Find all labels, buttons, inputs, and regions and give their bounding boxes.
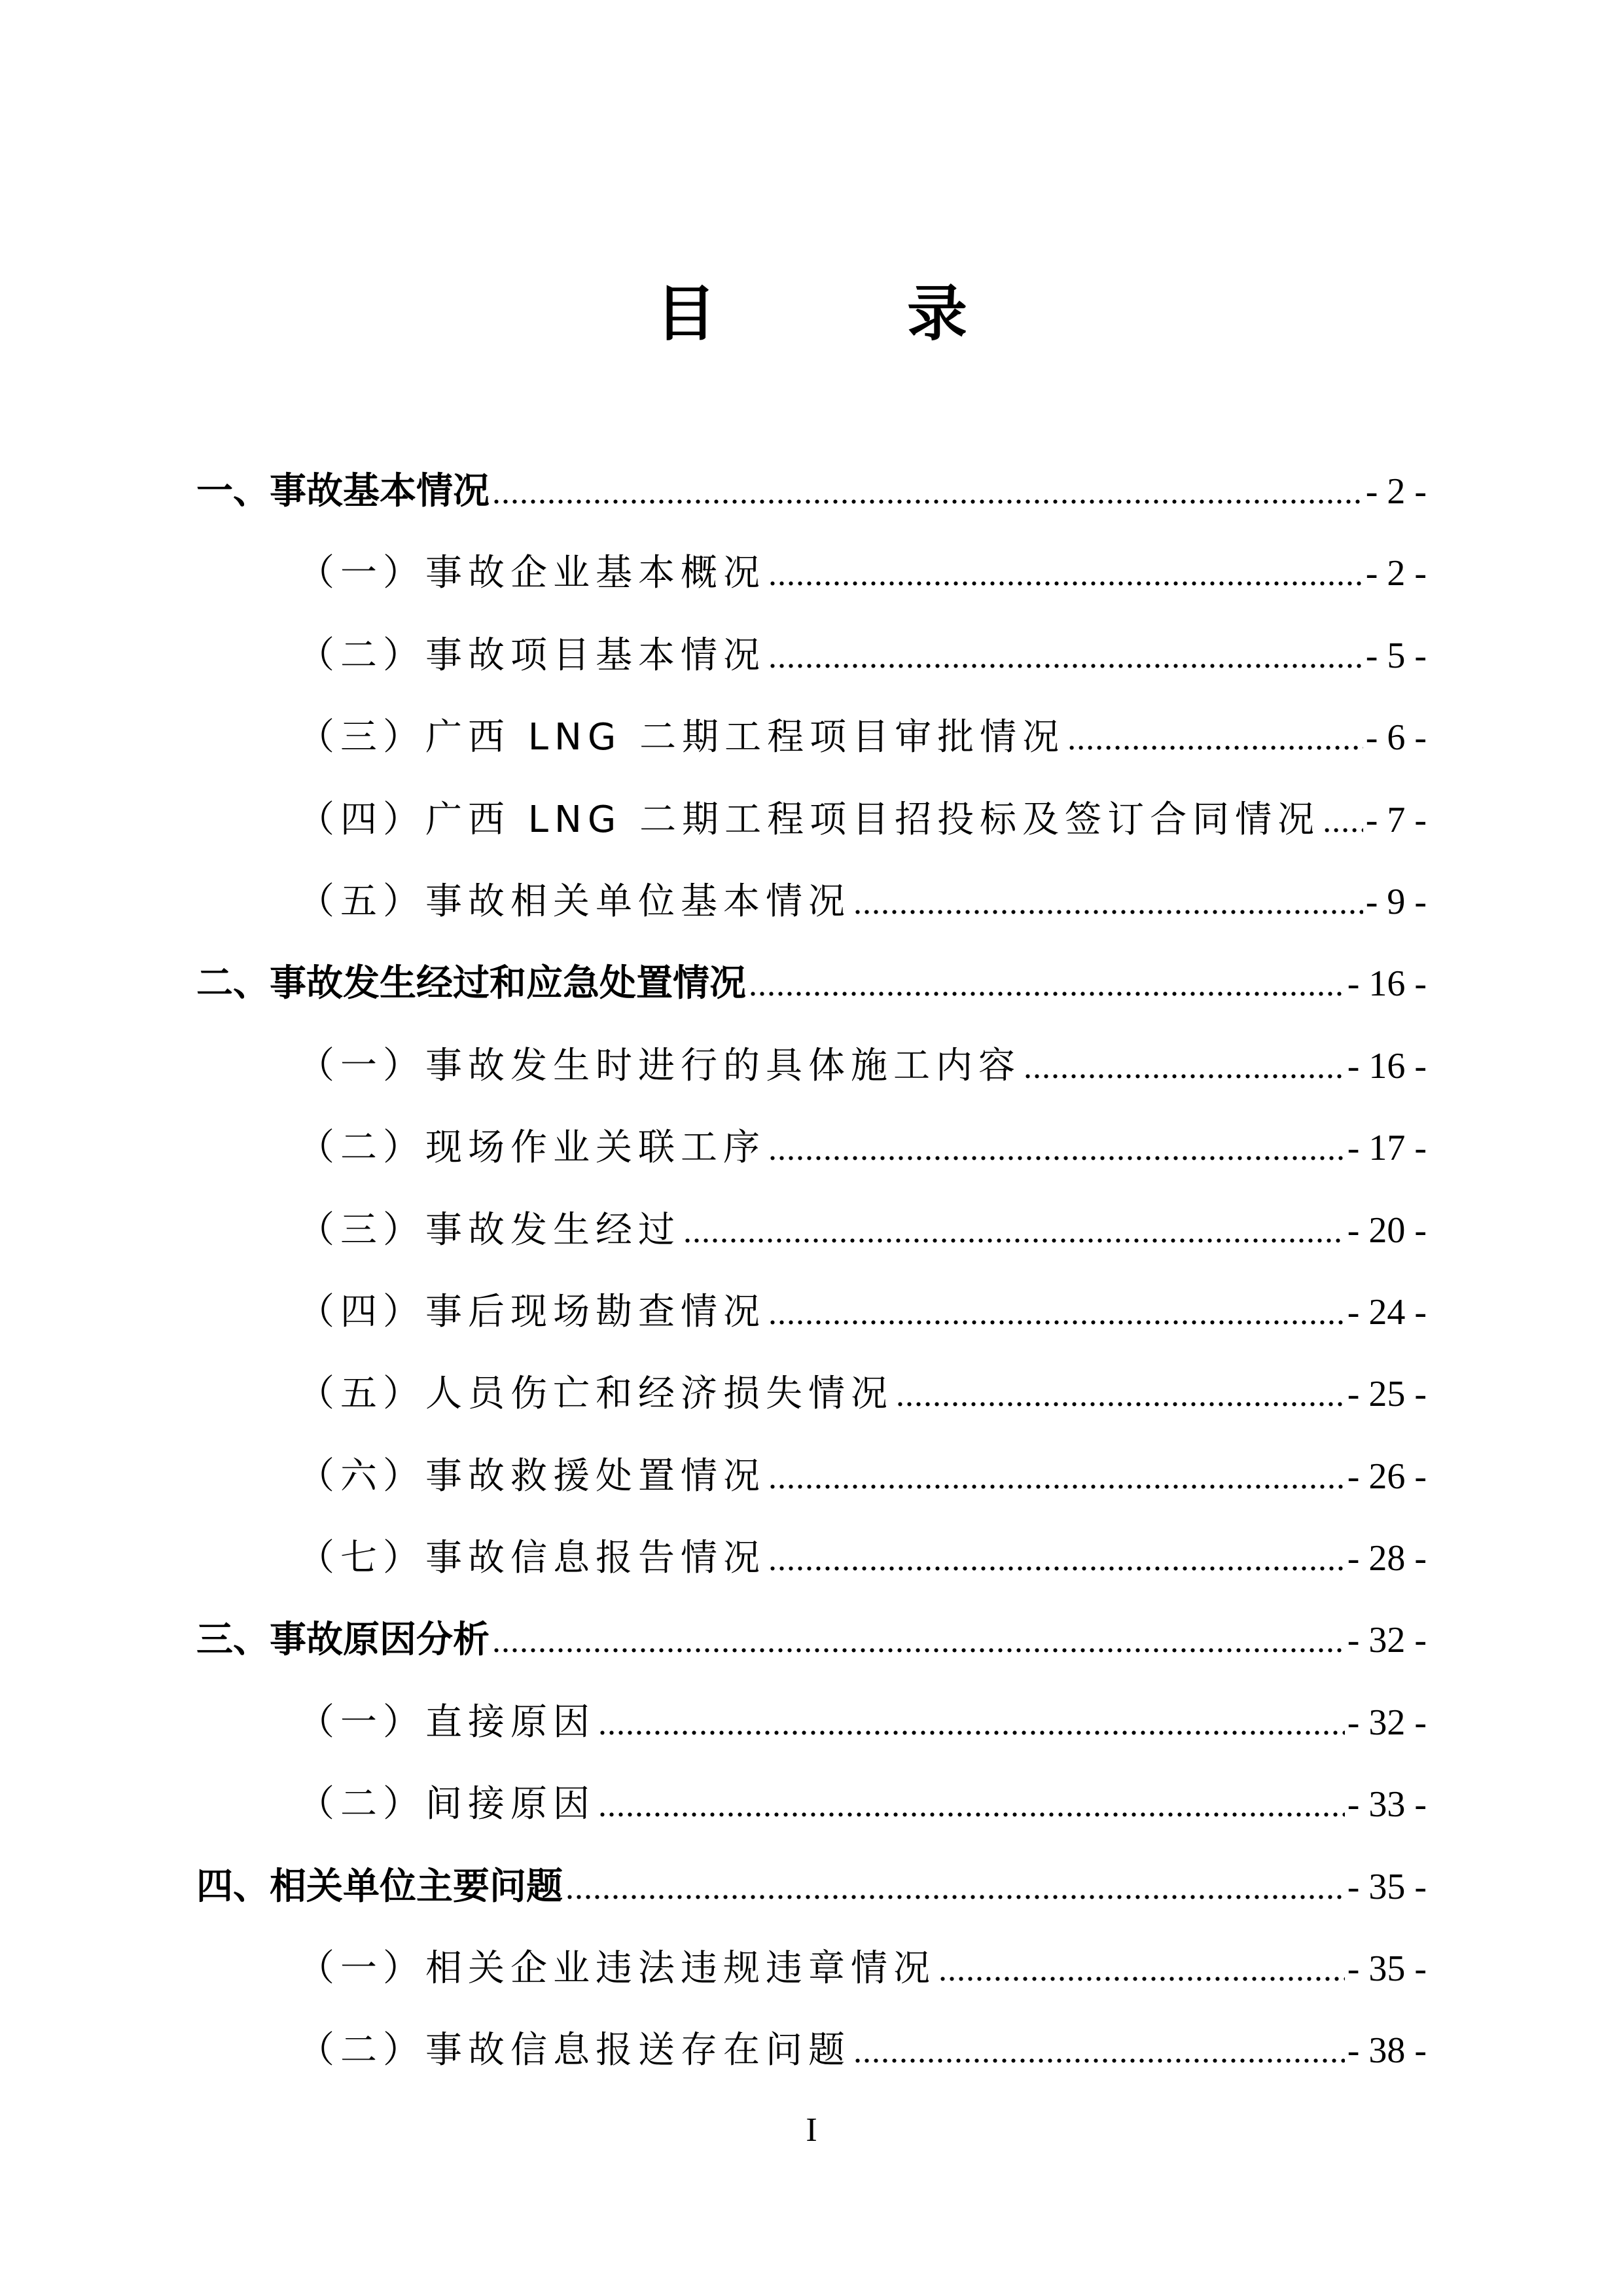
toc-entry-page: - 32 -: [1347, 1620, 1427, 1661]
toc-entry-page: - 32 -: [1347, 1702, 1427, 1743]
toc-dot-leader: [492, 1600, 1345, 1682]
toc-entry-page: - 28 -: [1347, 1538, 1427, 1579]
toc-section-4[interactable]: [196, 1846, 1427, 1928]
toc-subsection-1-2[interactable]: [196, 615, 1427, 696]
toc-entry-label: （七）事故信息报告情况: [298, 1537, 766, 1580]
toc-section-2[interactable]: [196, 942, 1427, 1024]
toc-entry-page: - 6 -: [1365, 717, 1427, 759]
toc-entry-label: （三）事故发生经过: [298, 1208, 681, 1251]
toc-entry-page: - 20 -: [1347, 1210, 1427, 1251]
toc-dot-leader: [492, 452, 1363, 533]
toc-subsection-2-6[interactable]: [196, 1435, 1427, 1517]
toc-entry-label: （二）事故信息报送存在问题: [298, 2029, 851, 2072]
toc-subsection-1-4[interactable]: [196, 779, 1427, 861]
toc-entry-label: （一）相关企业违法违规违章情况: [298, 1947, 936, 1990]
toc-dot-leader: [1067, 698, 1363, 780]
toc-entry-page: - 25 -: [1347, 1374, 1427, 1415]
toc-entry-page: - 9 -: [1365, 881, 1427, 922]
toc-entry-label: （六）事故救援处置情况: [298, 1454, 766, 1498]
toc-entry-label: （一）事故发生时进行的具体施工内容: [298, 1044, 1021, 1087]
toc-subsection-2-5[interactable]: [196, 1353, 1427, 1435]
toc-entry-page: - 2 -: [1365, 471, 1427, 512]
page-title: 目 录: [655, 279, 1053, 349]
toc-dot-leader: [853, 2011, 1345, 2092]
toc-dot-leader: [768, 533, 1363, 615]
toc-subsection-1-1[interactable]: [196, 532, 1427, 614]
toc-subsection-3-1[interactable]: [196, 1681, 1427, 1763]
toc-dot-leader: [938, 1929, 1345, 2011]
toc-entry-page: - 16 -: [1347, 963, 1427, 1005]
toc-entry-page: - 26 -: [1347, 1456, 1427, 1497]
toc-entry-label: （三）广西 LNG 二期工程项目审批情况: [298, 716, 1065, 759]
toc-subsection-2-4[interactable]: [196, 1271, 1427, 1353]
toc-subsection-2-3[interactable]: [196, 1189, 1427, 1271]
toc-dot-leader: [565, 1847, 1345, 1929]
toc-section-3[interactable]: [196, 1599, 1427, 1681]
toc-subsection-4-1[interactable]: [196, 1928, 1427, 2009]
toc-dot-leader: [768, 1108, 1345, 1190]
toc-dot-leader: [768, 1518, 1345, 1600]
toc-subsection-4-2[interactable]: [196, 2009, 1427, 2091]
toc-entry-page: - 35 -: [1347, 1866, 1427, 1907]
toc-entry-label: （一）事故企业基本概况: [298, 552, 766, 595]
toc-entry-label: （五）事故相关单位基本情况: [298, 880, 851, 923]
toc-entry-label: （四）事后现场勘查情况: [298, 1290, 766, 1333]
toc-subsection-1-5[interactable]: [196, 861, 1427, 942]
toc-entry-page: - 38 -: [1347, 2030, 1427, 2072]
toc-dot-leader: [749, 944, 1345, 1026]
toc-dot-leader: [768, 616, 1363, 698]
toc-dot-leader: [896, 1354, 1345, 1436]
toc-entry-label: （二）间接原因: [298, 1783, 596, 1826]
toc-entry-label: （四）广西 LNG 二期工程项目招投标及签订合同情况: [298, 798, 1321, 841]
toc-subsection-2-2[interactable]: [196, 1107, 1427, 1189]
toc-dot-leader: [1024, 1026, 1345, 1108]
toc-dot-leader: [768, 1272, 1345, 1354]
toc-entry-label: （一）直接原因: [298, 1700, 596, 1744]
toc-entry-label: （二）现场作业关联工序: [298, 1126, 766, 1170]
toc-dot-leader: [598, 1683, 1345, 1765]
toc-dot-leader: [1323, 780, 1363, 862]
toc-dot-leader: [598, 1765, 1345, 1846]
toc-entry-label: 二、事故发生经过和应急处置情况: [196, 962, 746, 1005]
toc-entry-page: - 33 -: [1347, 1784, 1427, 1825]
toc-entry-page: - 2 -: [1365, 553, 1427, 594]
toc-dot-leader: [768, 1437, 1345, 1518]
toc-entry-page: - 5 -: [1365, 635, 1427, 676]
table-of-contents: [196, 450, 1427, 2092]
toc-subsection-1-3[interactable]: [196, 696, 1427, 778]
toc-entry-label: 三、事故原因分析: [196, 1619, 490, 1662]
page-number: I: [806, 2111, 817, 2149]
toc-subsection-2-1[interactable]: [196, 1025, 1427, 1107]
toc-entry-label: 四、相关单位主要问题: [196, 1865, 563, 1908]
toc-section-1[interactable]: [196, 450, 1427, 532]
toc-subsection-3-2[interactable]: [196, 1763, 1427, 1845]
toc-subsection-2-7[interactable]: [196, 1517, 1427, 1599]
toc-entry-label: （二）事故项目基本情况: [298, 634, 766, 677]
toc-dot-leader: [683, 1191, 1345, 1272]
toc-entry-page: - 24 -: [1347, 1291, 1427, 1333]
toc-entry-page: - 16 -: [1347, 1045, 1427, 1086]
toc-entry-page: - 7 -: [1365, 799, 1427, 840]
toc-entry-label: 一、事故基本情况: [196, 470, 490, 512]
toc-entry-page: - 35 -: [1347, 1948, 1427, 1990]
toc-entry-page: - 17 -: [1347, 1128, 1427, 1169]
toc-entry-label: （五）人员伤亡和经济损失情况: [298, 1372, 893, 1416]
toc-dot-leader: [853, 862, 1363, 944]
